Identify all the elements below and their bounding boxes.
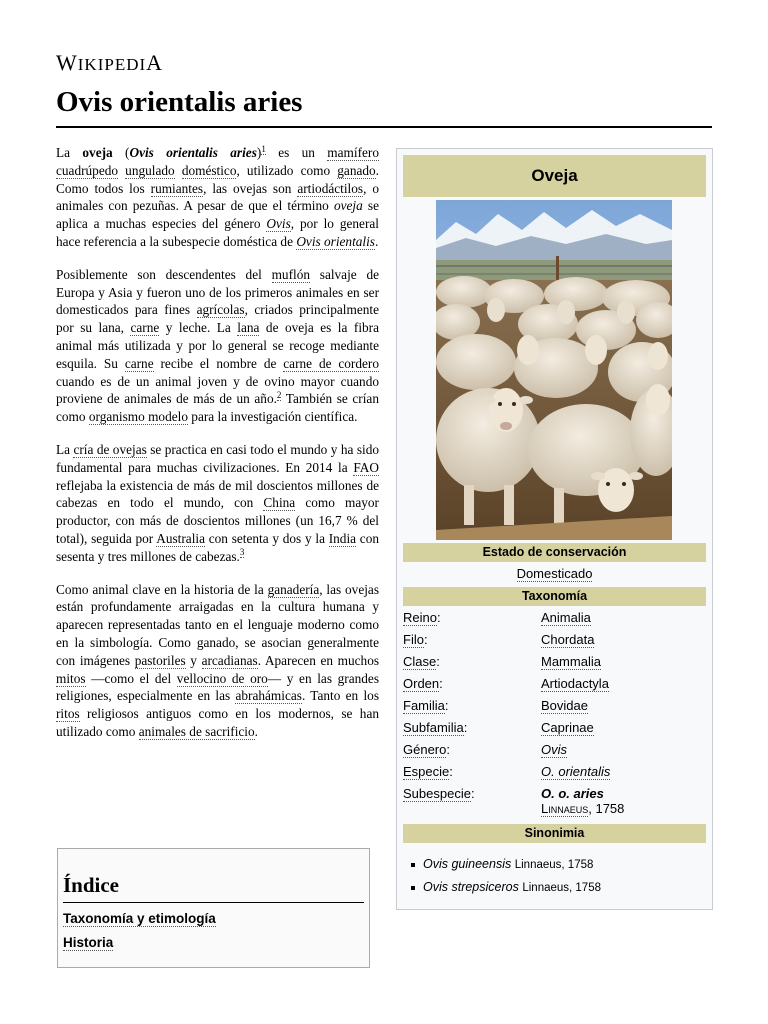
link-pastoriles[interactable]: pastoriles: [134, 652, 186, 668]
link-carne-2[interactable]: carne: [124, 355, 154, 371]
taxonomy-row-filo: [403, 632, 706, 654]
taxonomy-key: Subespecie:: [403, 786, 475, 801]
link-carne-de-cordero[interactable]: carne de cordero: [283, 355, 379, 371]
taxonomy-row-genero: [403, 742, 706, 764]
bullet-icon: [411, 886, 415, 890]
toc-title: Índice: [63, 873, 364, 903]
link-carne[interactable]: carne: [130, 320, 160, 336]
bullet-icon: [411, 863, 415, 867]
taxonomy-row-subfamilia: [403, 720, 706, 742]
taxonomy-value: Caprinae: [541, 720, 594, 735]
taxonomy-row-orden: [403, 676, 706, 698]
link-ungulado[interactable]: ungulado: [125, 162, 175, 178]
authority-link[interactable]: Linnaeus: [541, 801, 589, 816]
paragraph-breeding: La cría de ovejas se practica en casi todo el mundo y ha sido fundamental para muchas civilizaciones. En 2014 la FAO reflejaba la existencia de más de mil doscientos millones de cabezas en todo el mundo, con China como mayor productor, con más de doscientos millones (un 16,7 % del total), seguida por Australia con setenta y dos y la India con sesenta y tres millones de cabezas.$^3$: [56, 441, 380, 564]
link-cuadrupedo[interactable]: cuadrúpedo: [56, 162, 119, 178]
ref-link-2[interactable]: 2: [276, 389, 282, 400]
taxonomy-value: Mammalia: [541, 654, 601, 669]
toc-item-historia[interactable]: Historia: [63, 935, 114, 950]
taxonomy-key: Género:: [403, 742, 450, 757]
taxonomy-row-subespecie: [403, 786, 706, 826]
synonymy-header: Sinonimia: [403, 824, 706, 843]
taxonomy-key: Especie:: [403, 764, 453, 779]
link-ovis[interactable]: Ovis: [266, 216, 291, 232]
taxonomy-key: Filo:: [403, 632, 428, 647]
taxonomy-row-clase: [403, 654, 706, 676]
link-arcadianas[interactable]: arcadianas: [201, 652, 258, 668]
title-divider: [56, 126, 712, 128]
link-mitos[interactable]: mitos: [56, 670, 86, 686]
link-domestico[interactable]: doméstico: [181, 162, 237, 178]
taxonomy-value: Chordata: [541, 632, 595, 647]
link-ovis-orientalis[interactable]: Ovis orientalis: [296, 233, 375, 249]
paragraph-origin: Posiblemente son descendentes del muflón salvaje de Europa y Asia y fueron uno de los primeros animales en ser domesticados para fines agrícolas, criados principalmente por su lana, carne y leche. La lana de oveja es la fibra animal más utilizada y por lo general se recoge mediante esquila. Su carne recibe el nombre de carne de cordero cuando es de un animal joven y de ovino mayor cuando proviene de animales de más de un año.$^2$ También se crían como organismo modelo para la investigación científica.: [56, 266, 379, 425]
logo-letter-first: W: [56, 50, 78, 75]
conservation-status-value: [403, 566, 706, 581]
paragraph-intro: La oveja (Ovis orientalis aries)$^1$ es un mamífero cuadrúpedo ungulado doméstico, utilizado como ganado. Como todos los rumiantes, las ovejas son artiodáctilos, o animales con pezuñas. A pesar de que el término oveja se aplica a muchas especies del género Ovis, por lo general hace referencia a la subespecie doméstica de Ovis orientalis.: [56, 143, 380, 249]
link-organismo-modelo[interactable]: organismo modelo: [88, 409, 188, 425]
taxonomy-value: O. orientalis: [541, 764, 611, 779]
page-title: Ovis orientalis aries: [56, 86, 303, 118]
link-agricolas[interactable]: agrícolas: [196, 302, 245, 318]
article-body: [56, 144, 379, 756]
term-scientific-name: Ovis orientalis aries: [129, 145, 257, 160]
link-lana[interactable]: lana: [237, 320, 260, 336]
link-vellocino-de-oro[interactable]: vellocino de oro: [176, 670, 268, 686]
authority-year: , 1758: [588, 801, 625, 816]
link-ritos[interactable]: ritos: [56, 706, 80, 722]
link-fao[interactable]: FAO: [353, 459, 379, 475]
infobox: [396, 148, 713, 910]
logo-letters-middle: IKIPEDI: [77, 55, 147, 74]
taxonomy-key: Familia:: [403, 698, 449, 713]
taxonomy-key: Subfamilia:: [403, 720, 468, 735]
taxonomy-header: Taxonomía: [403, 587, 706, 606]
taxonomy-value: Artiodactyla: [541, 676, 609, 691]
sheep-photo[interactable]: [436, 200, 672, 540]
taxonomy-key: Clase:: [403, 654, 440, 669]
taxonomy-value: Bovidae: [541, 698, 588, 713]
conservation-status-link[interactable]: Domesticado: [516, 566, 593, 581]
synonym-item: Ovis guineensis Linnaeus, 1758: [411, 857, 593, 871]
taxonomy-value: Ovis: [541, 742, 567, 757]
table-of-contents: [57, 848, 370, 968]
sheep-illustration: [436, 200, 672, 540]
link-india[interactable]: India: [328, 530, 357, 546]
link-ganado[interactable]: ganado: [337, 162, 376, 178]
synonym-item: Ovis strepsiceros Linnaeus, 1758: [411, 880, 601, 894]
link-cria-de-ovejas[interactable]: cría de ovejas: [73, 441, 147, 457]
term-oveja: oveja: [82, 145, 113, 160]
taxonomy-row-especie: [403, 764, 706, 786]
toc-item-taxonomia[interactable]: Taxonomía y etimología: [63, 911, 216, 926]
link-abrahamicas[interactable]: abrahámicas: [235, 688, 302, 704]
logo-letter-last: A: [146, 50, 164, 75]
wikipedia-logo[interactable]: [56, 50, 163, 76]
taxonomy-row-familia: [403, 698, 706, 720]
conservation-status-header: Estado de conservación: [403, 543, 706, 562]
taxonomy-value: [541, 786, 624, 816]
link-china[interactable]: China: [263, 495, 296, 511]
link-muflon[interactable]: muflón: [271, 266, 310, 282]
taxonomy-row-reino: [403, 610, 706, 632]
subspecies-name: O. o. aries: [541, 786, 604, 801]
link-australia[interactable]: Australia: [156, 530, 205, 546]
taxonomy-key: Reino:: [403, 610, 441, 625]
taxonomy-key: Orden:: [403, 676, 443, 691]
ref-link-3[interactable]: 3: [239, 547, 245, 558]
paragraph-culture: Como animal clave en la historia de la ganadería, las ovejas están profundamente arraigadas en la cultura humana y aparecen representadas tanto en el lenguaje moderno como en la simbología. Como ganado, se asocian generalmente con imágenes pastoriles y arcadianas. Aparecen en muchos mitos —como el del vellocino de oro— y en las grandes religiones, especialmente en las abrahámicas. Tanto en los ritos religiosos antiguos como en los modernos, se han utilizado como animales de sacrificio.: [56, 581, 380, 739]
link-artiodactilos[interactable]: artiodáctilos: [297, 180, 364, 196]
ref-link-1[interactable]: 1: [261, 143, 266, 154]
infobox-title: Oveja: [403, 155, 706, 197]
link-ganaderia[interactable]: ganadería: [267, 581, 320, 597]
link-rumiantes[interactable]: rumiantes: [150, 180, 204, 196]
link-mamifero[interactable]: mamífero: [327, 145, 379, 160]
link-animales-de-sacrificio[interactable]: animales de sacrificio: [138, 723, 255, 739]
taxonomy-value: Animalia: [541, 610, 591, 625]
